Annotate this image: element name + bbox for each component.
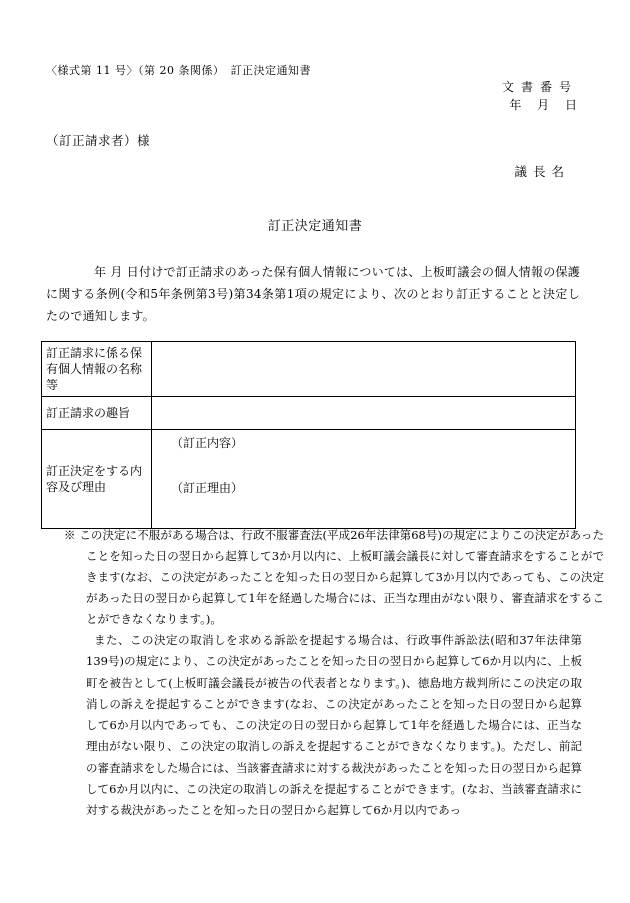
form-reference: 〈様式第 11 号〉（第 20 条関係） 訂正決定通知書 [46,64,311,77]
document-number-label: 文書番号 [501,80,578,94]
lawsuit-note: また、この決定の取消しを求める訴訟を提起する場合は、行政事件訴訟法(昭和37年法律第139号)の規定により、この決定があったことを知った日の翌日から起算して6か月以内に、上板町を被告として(上板町議会議長が被告の代表者となります。)、徳島地方裁判所にこの決定の取消しの訴えを提起することができます(なお、この決定があったことを知った日の翌日から起算して6か月以内であっても、この決定の日の翌日から起算して1年を経過した場合には、正当な理由がない限り、この決定の取消しの訴えを提起することができなくなります。)。ただし、前記の審査請求をした場合には、当該審査請求に対する裁決があったことを知った日の翌日から起算して6か月以内に、この決定の取消しの訴えを提起することができます。(なお、当該審査請求に対する裁決があったことを知った日の翌日から起算して6か月以内であっ [86,633,582,818]
recipient-line: （訂正請求者）様 [46,133,151,148]
date-label: 年 月 日 [509,98,578,112]
decision-content-cell [152,430,576,529]
table-row [42,430,576,529]
body-paragraph: 年 月 日付けで訂正請求のあった保有個人情報については、上板町議会の個人情報の保護に関する条例(令和5年条例第3号)第34条第1項の規定により、次のとおり訂正することと決定したので通知します。 [46,265,580,323]
appeal-note: ※ この決定に不服がある場合は、行政不服審査法(平成26年法律第68号)の規定によりこの決定があったことを知った日の翌日から起算して3か月以内に、上板町議会議長に対して審査請求をすることができます(なお、この決定があったことを知った日の翌日から起算して3か月以内であっても、この決定があった日の翌日から起算して1年を経過した場合には、正当な理由がない限り、審査請求をすることができなくなります。)。 [64,528,604,626]
table-row [42,342,576,397]
correction-reason-label: （訂正理由） [171,481,244,495]
request-purpose-label: 訂正請求の趣旨 [42,397,152,430]
info-name-label: 訂正請求に係る保有個人情報の名称等 [42,342,152,397]
table-row [42,397,576,430]
decision-content-label: 訂正決定をする内容及び理由 [42,430,152,529]
page-title: 訂正決定通知書 [267,219,363,234]
info-name-value [152,342,576,397]
correction-content-label: （訂正内容） [171,436,244,450]
request-purpose-value [152,397,576,430]
sender-name: 議長名 [514,164,570,179]
decision-table [41,341,576,529]
